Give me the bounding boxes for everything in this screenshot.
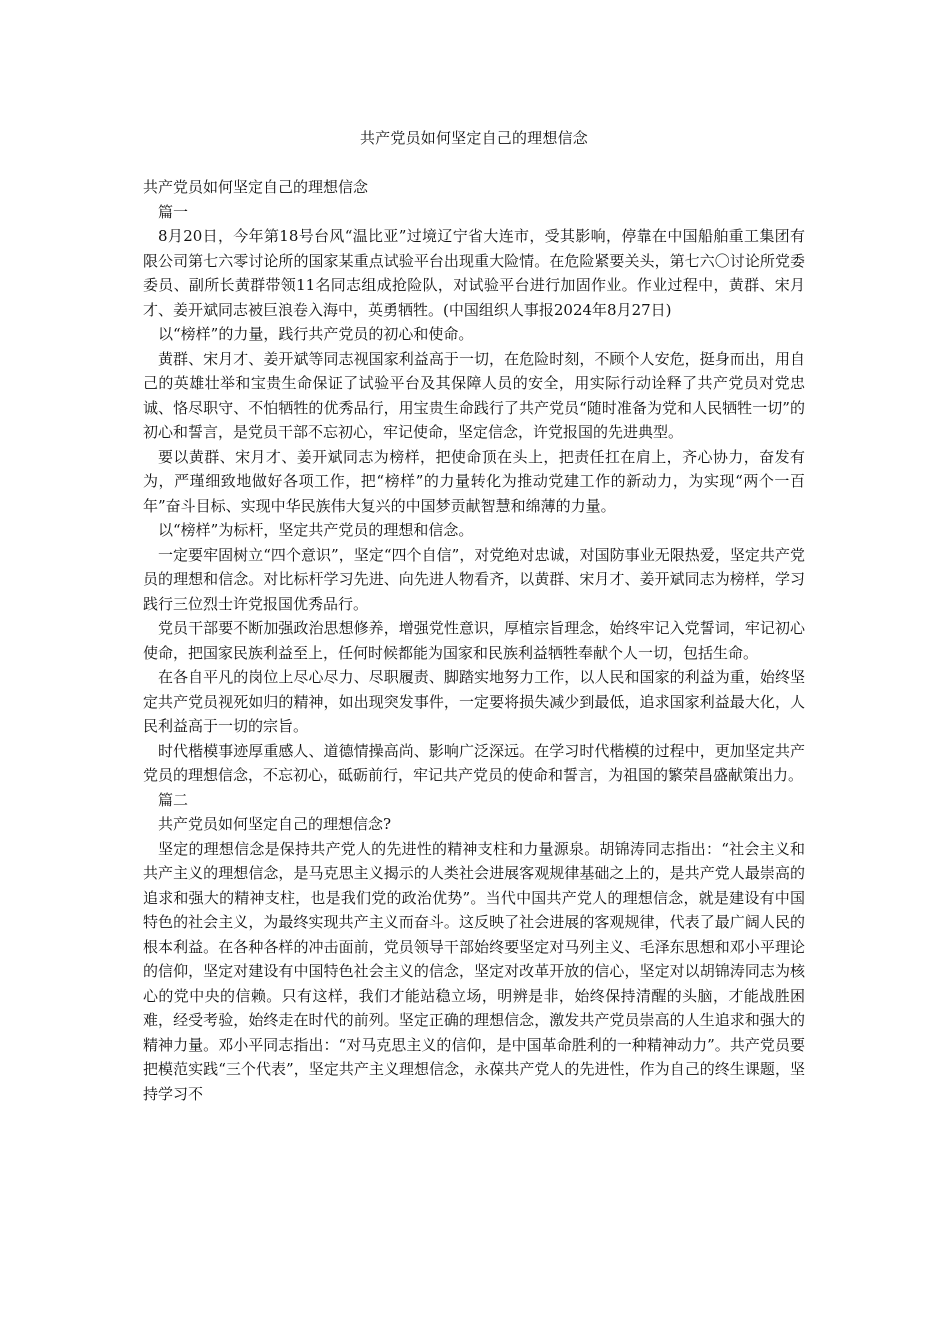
body-paragraph: 坚定的理想信念是保持共产党人的先进性的精神支柱和力量源泉。胡锦涛同志指出：“社会主义和共产主义的理想信念，是马克思主义揭示的人类社会进展客观规律基础之上的，是共产党人最崇高的追求和强大的精神支柱，也是我们党的政治优势”。当代中国共产党人的理想信念，就是建设有中国特色的社会主义，为最终实现共产主义而奋斗。这反映了社会进展的客观规律，代表了最广阔人民的根本利益。在各种各样的冲击面前，党员领导干部始终要坚定对马列主义、毛泽东思想和邓小平理论的信仰，坚定对建设有中国特色社会主义的信念，坚定对改革开放的信心，坚定对以胡锦涛同志为核心的党中央的信赖。只有这样，我们才能站稳立场，明辨是非，始终保持清醒的头脑，才能战胜困难，经受考验，始终走在时代的前列。坚定正确的理想信念，激发共产党员崇高的人生追求和强大的精神力量。邓小平同志指出：“对马克思主义的信仰，是中国革命胜利的一种精神动力”。共产党员要把模范实践“三个代表”，坚定共产主义理想信念，永葆共产党人的先进性，作为自己的终生课题，坚持学习不: [143, 839, 805, 1103]
body-paragraph: 在各自平凡的岗位上尽心尽力、尽职履责、脚踏实地努力工作，以人民和国家的利益为重，始终坚定共产党员视死如归的精神，如出现突发事件，一定要将损失减少到最低，追求国家利益最大化，人民利益高于一切的宗旨。: [143, 668, 805, 735]
subtitle-paragraph: 共产党员如何坚定自己的理想信念: [143, 178, 369, 196]
body-paragraph: 以“榜样”为标杆，坚定共产党员的理想和信念。: [158, 521, 474, 539]
body-paragraph: 要以黄群、宋月才、姜开斌同志为榜样，把使命顶在头上，把责任扛在肩上，齐心协力，奋发有为，严瑾细致地做好各项工作，把“榜样”的力量转化为推动党建工作的新动力，为实现“两个一百年”奋斗目标、实现中华民族伟大复兴的中国梦贡献智慧和绵薄的力量。: [143, 447, 805, 515]
section-heading-part-one: 篇一: [158, 202, 189, 221]
body-paragraph: 共产党员如何坚定自己的理想信念?: [158, 815, 392, 833]
document-body: [143, 175, 805, 1106]
body-paragraph: 8月20日，今年第18号台风“温比亚”过境辽宁省大连市，受其影响，停靠在中国船舶重工集团有限公司第七六零讨论所的国家某重点试验平台出现重大险情。在危险紧要关头，第七六〇讨论所党委委员、副所长黄群带领11名同志组成抢险队，对试验平台进行加固作业。作业过程中，黄群、宋月才、姜开斌同志被巨浪卷入海中，英勇牺牲。(中国组织人事报2024年8月27日): [143, 227, 805, 319]
document-title: 共产党员如何坚定自己的理想信念: [359, 129, 588, 147]
body-paragraph: 一定要牢固树立“四个意识”，坚定“四个自信”，对党绝对忠诚，对国防事业无限热爱，坚定共产党员的理想和信念。对比标杆学习先进、向先进人物看齐，以黄群、宋月才、姜开斌同志为榜样，学习践行三位烈士许党报国优秀品行。: [143, 545, 805, 613]
section-heading-part-two: 篇二: [158, 790, 189, 809]
body-paragraph: 党员干部要不断加强政治思想修养，增强党性意识，厚植宗旨理念，始终牢记入党誓词，牢记初心使命，把国家民族利益至上，任何时候都能为国家和民族利益牺牲奉献个人一切，包括生命。: [143, 619, 805, 662]
body-paragraph: 黄群、宋月才、姜开斌等同志视国家利益高于一切，在危险时刻，不顾个人安危，挺身而出，用自己的英雄壮举和宝贵生命保证了试验平台及其保障人员的安全，用实际行动诠释了共产党员对党忠诚、恪尽职守、不怕牺牲的优秀品行，用宝贵生命践行了共产党员“随时准备为党和人民牺牲一切”的初心和誓言，是党员干部不忘初心，牢记使命，坚定信念，许党报国的先进典型。: [143, 349, 805, 441]
body-paragraph: 以“榜样”的力量，践行共产党员的初心和使命。: [158, 325, 474, 343]
body-paragraph: 时代楷模事迹厚重感人、道德情操高尚、影响广泛深远。在学习时代楷模的过程中，更加坚定共产党员的理想信念，不忘初心，砥砺前行，牢记共产党员的使命和誓言，为祖国的繁荣昌盛献策出力。: [143, 741, 805, 784]
